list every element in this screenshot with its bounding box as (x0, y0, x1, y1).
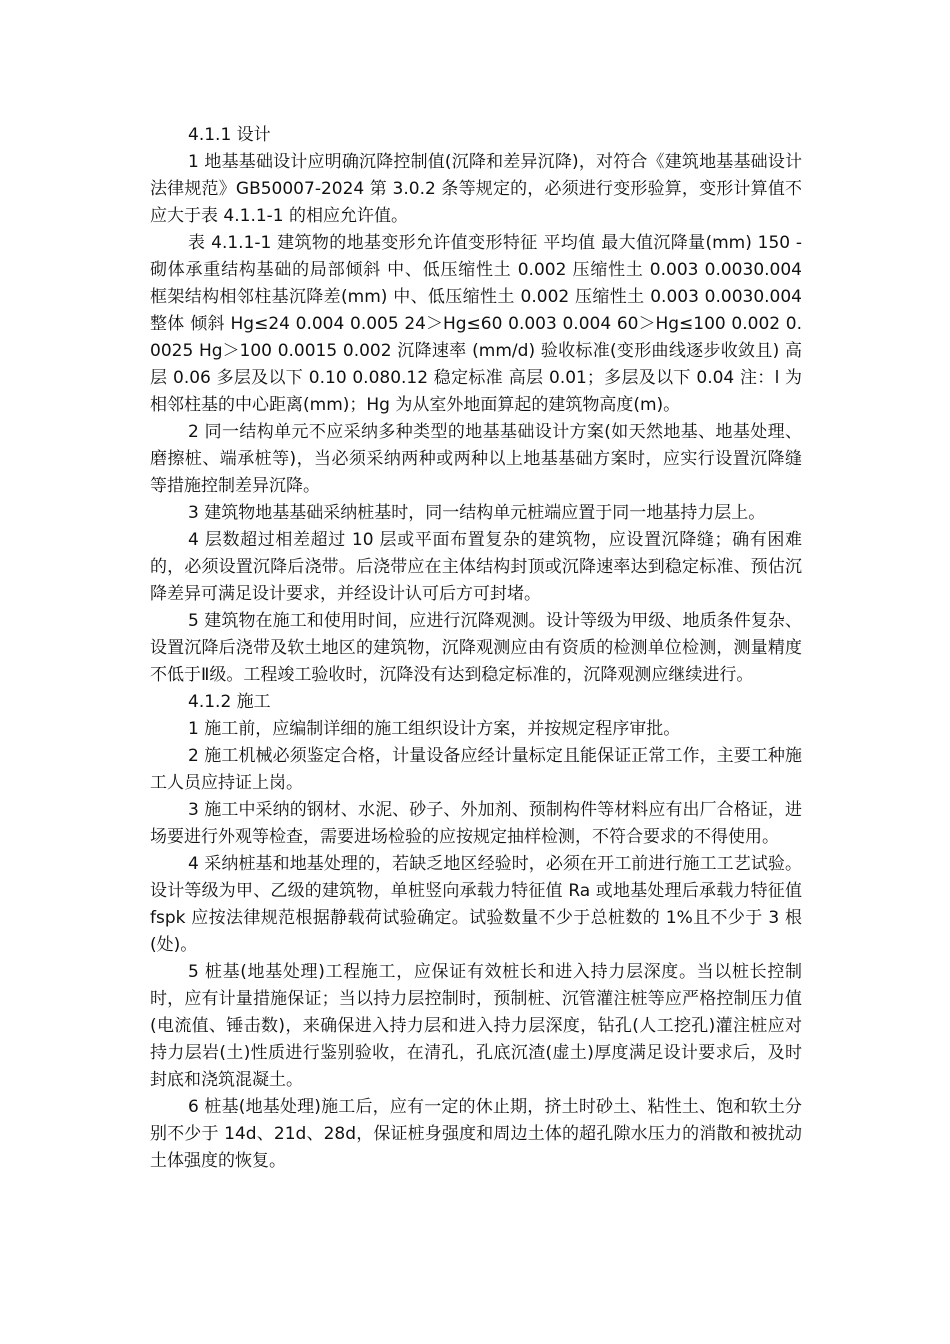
paragraph: 4 层数超过相差超过 10 层或平面布置复杂的建筑物，应设置沉降缝；确有困难的，必须设置沉降后浇带。后浇带应在主体结构封顶或沉降速率达到稳定标准、预估沉降差异可满足设计要求，并经设计认可后方可封堵。 (150, 530, 802, 604)
paragraph: 3 建筑物地基基础采纳桩基时，同一结构单元桩端应置于同一地基持力层上。 (188, 503, 766, 523)
paragraph: 1 施工前，应编制详细的施工组织设计方案，并按规定程序审批。 (188, 719, 681, 739)
section-heading-design: 4.1.1 设计 (188, 125, 271, 145)
paragraph: 1 地基基础设计应明确沉降控制值(沉降和差异沉降)，对符合《建筑地基基础设计法律规范》GB50007-2024 第 3.0.2 条等规定的，必须进行变形验算，变形计算值不应大于表 4.1.1-1 的相应允许值。 (150, 152, 802, 226)
paragraph: 2 施工机械必须鉴定合格，计量设备应经计量标定且能保证正常工作，主要工种施工人员应持证上岗。 (150, 746, 802, 793)
paragraph: 6 桩基(地基处理)施工后，应有一定的休止期，挤土时砂土、粘性土、饱和软土分别不少于 14d、21d、28d，保证桩身强度和周边土体的超孔隙水压力的消散和被扰动土体强度的恢复。 (150, 1097, 802, 1171)
paragraph: 4 采纳桩基和地基处理的，若缺乏地区经验时，必须在开工前进行施工工艺试验。设计等级为甲、乙级的建筑物，单桩竖向承载力特征值 Ra 或地基处理后承载力特征值 fspk 应按法律规范根据静载荷试验确定。试验数量不少于总桩数的 1%且不少于 3 根(处)。 (150, 854, 802, 955)
document-page (150, 122, 802, 1175)
paragraph: 5 建筑物在施工和使用时间，应进行沉降观测。设计等级为甲级、地质条件复杂、设置沉降后浇带及软土地区的建筑物，沉降观测应由有资质的检测单位检测，测量精度不低于Ⅱ级。工程竣工验收时，沉降没有达到稳定标准的，沉降观测应继续进行。 (150, 611, 802, 685)
paragraph: 3 施工中采纳的钢材、水泥、砂子、外加剂、预制构件等材料应有出厂合格证，进场要进行外观等检查，需要进场检验的应按规定抽样检测，不符合要求的不得使用。 (150, 800, 802, 847)
section-heading-construction: 4.1.2 施工 (188, 692, 271, 712)
paragraph: 2 同一结构单元不应采纳多种类型的地基基础设计方案(如天然地基、地基处理、磨擦桩、端承桩等)，当必须采纳两种或两种以上地基基础方案时，应实行设置沉降缝等措施控制差异沉降。 (150, 422, 802, 496)
table-text: 表 4.1.1-1 建筑物的地基变形允许值变形特征 平均值 最大值沉降量(mm) 150 - 砌体承重结构基础的局部倾斜 中、低压缩性土 0.002 压缩性土 0.003 0.0030.004 框架结构相邻柱基沉降差(mm) 中、低压缩性土 0.002 压缩性土 0.003 0.0030.004 整体 倾斜 Hg≤24 0.004 0.005 24＞Hg≤60 0.003 0.004 60＞Hg≤100 0.002 0.0025 Hg＞100 0.0015 0.002 沉降速率 (mm/d) 验收标准(变形曲线逐步收敛且) 高层 0.06 多层及以下 0.10 0.080.12 稳定标准 高层 0.01；多层及以下 0.04 注：l 为相邻柱基的中心距离(mm)；Hg 为从室外地面算起的建筑物高度(m)。 (150, 233, 802, 415)
paragraph: 5 桩基(地基处理)工程施工，应保证有效桩长和进入持力层深度。当以桩长控制时，应有计量措施保证；当以持力层控制时，预制桩、沉管灌注桩等应严格控制压力值(电流值、锤击数)，来确保进入持力层和进入持力层深度，钻孔(人工挖孔)灌注桩应对持力层岩(土)性质进行鉴别验收，在清孔，孔底沉渣(虚土)厚度满足设计要求后，及时封底和浇筑混凝土。 (150, 962, 802, 1090)
